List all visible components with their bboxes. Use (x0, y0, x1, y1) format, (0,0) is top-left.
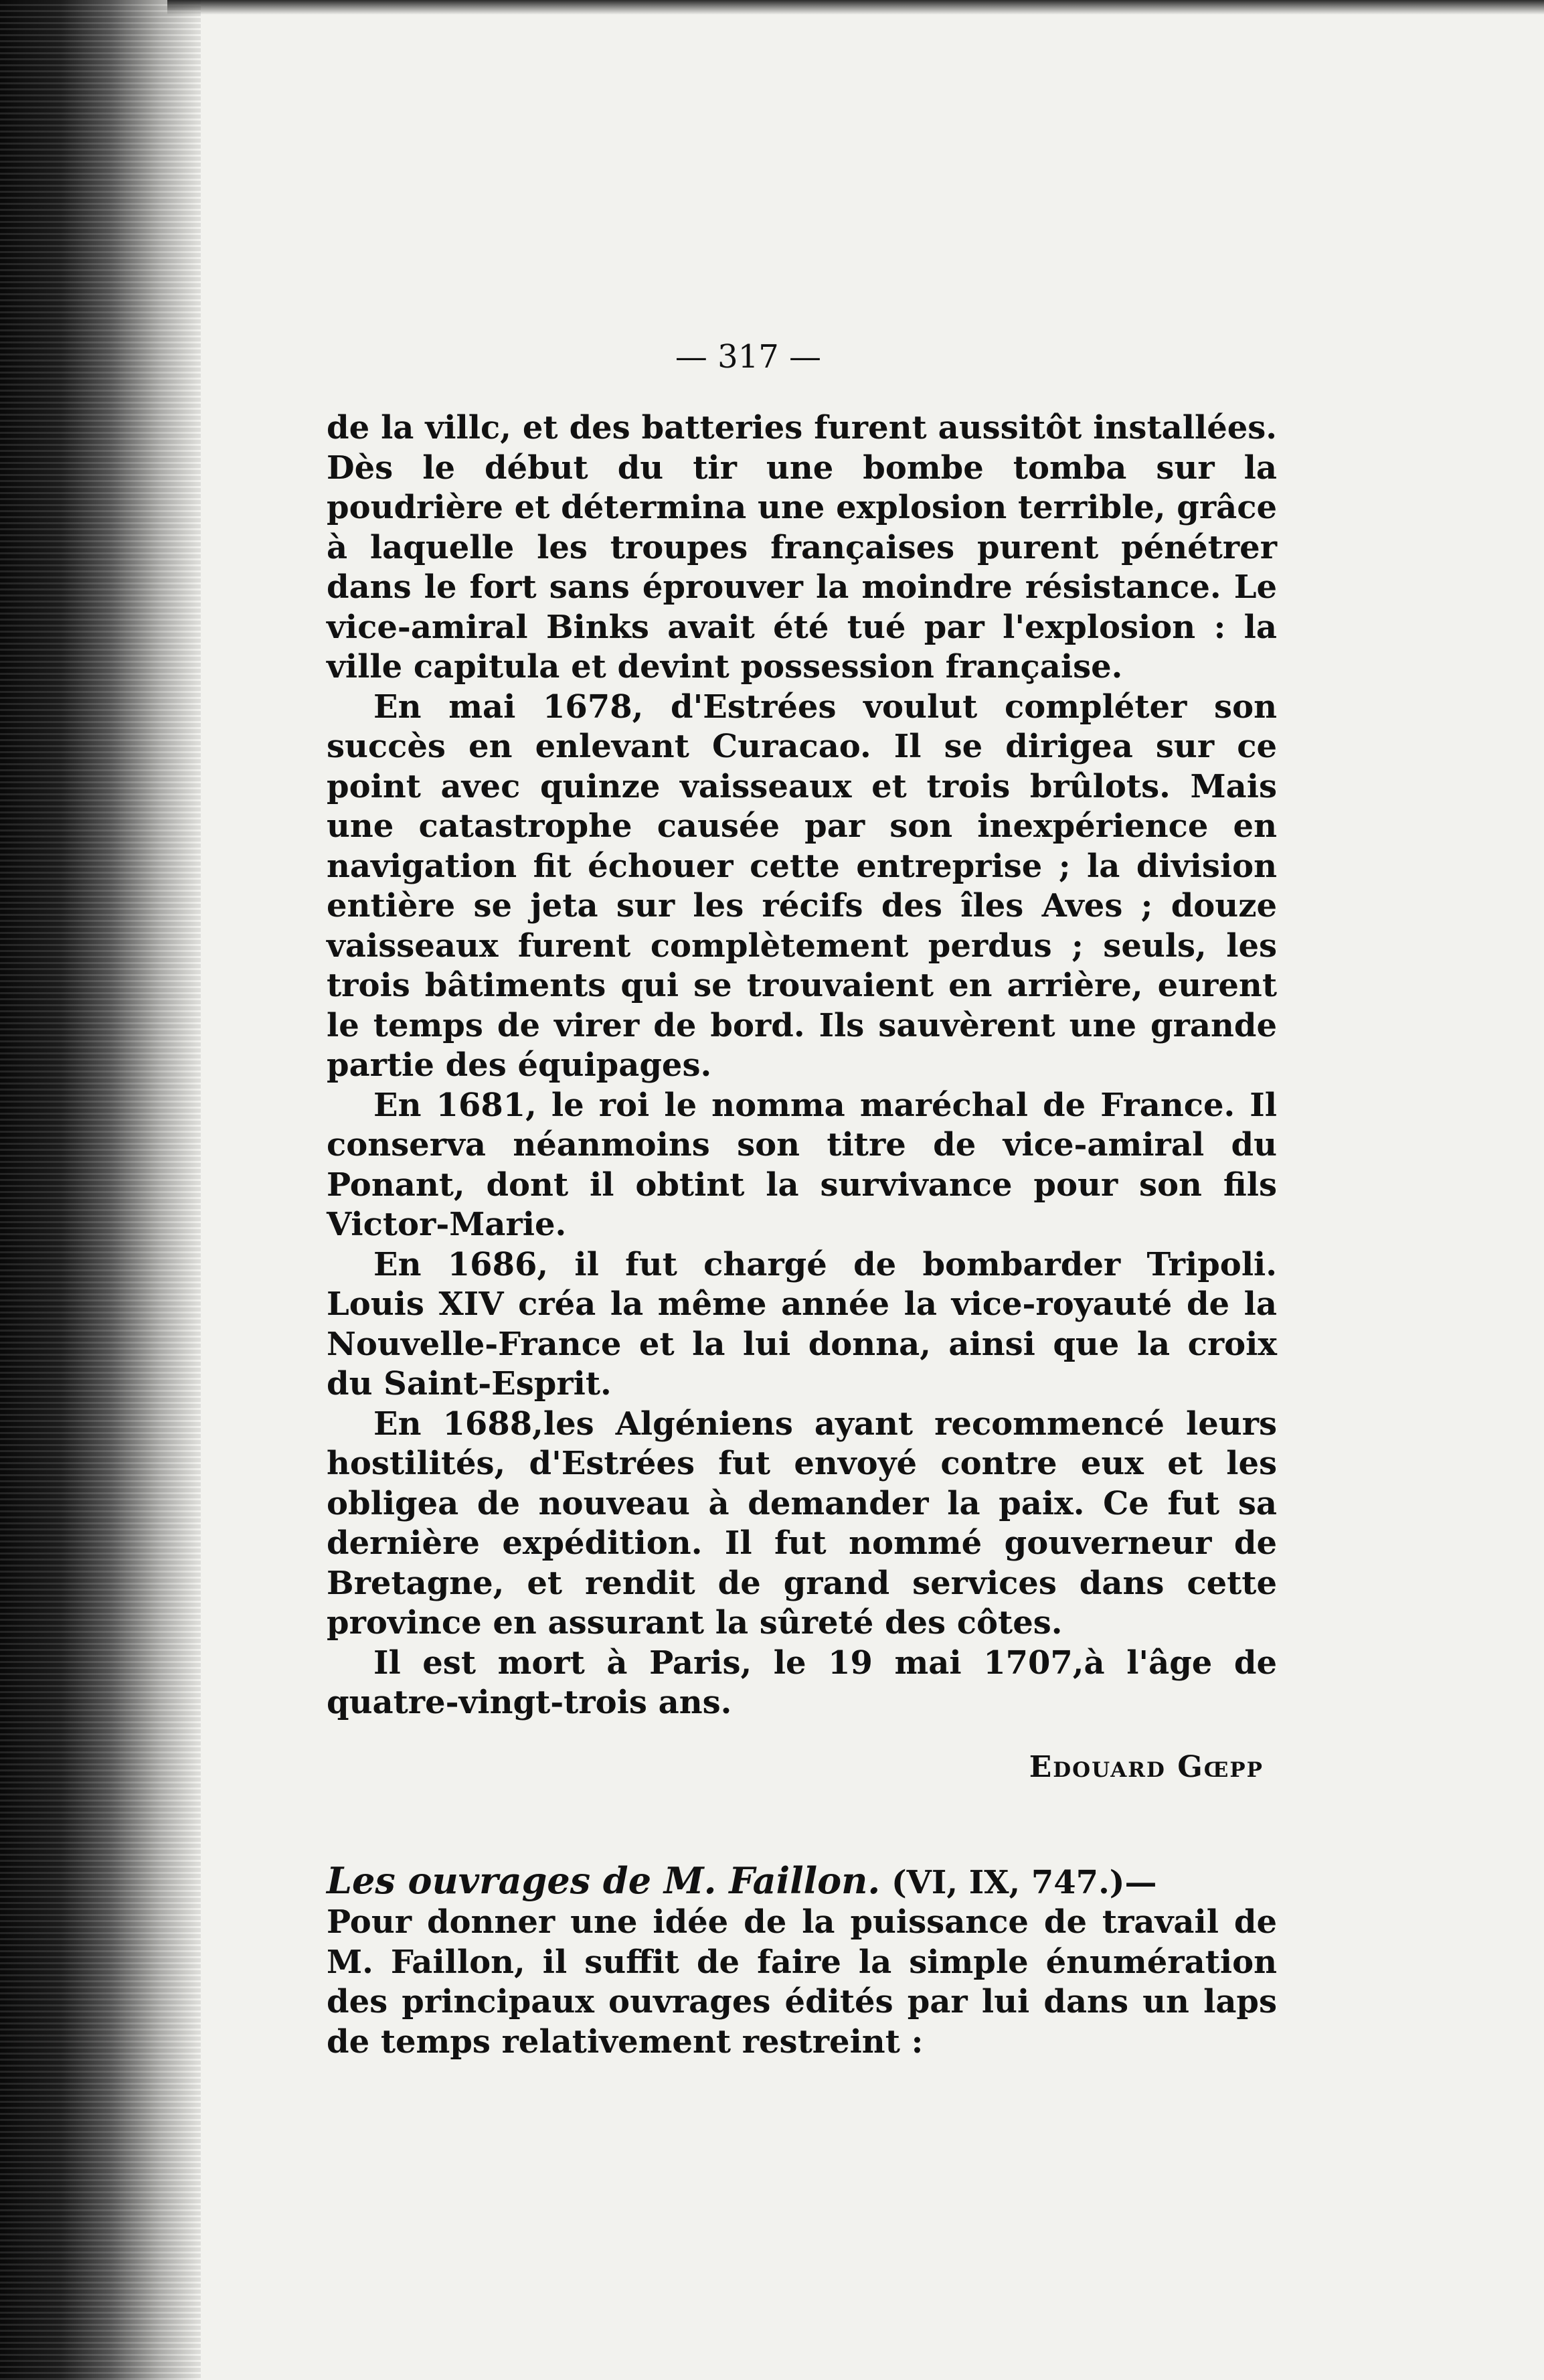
book-page (327, 0, 1277, 2380)
paragraph-6: Il est mort à Paris, le 19 mai 1707,à l'âge de quatre-vingt-trois ans. (327, 1644, 1277, 1721)
paragraph-5: En 1688,les Algéniens ayant recommencé leurs hostilités, d'Estrées fut envoyé contre eux et les obligea de nouveau à demander la paix. Ce fut sa dernière expédition. Il fut nommé gouverneur de Bretagne, et rendit de grand services dans cette province en assurant la sûreté des côtes. (327, 1405, 1277, 1642)
entry-title: Les ouvrages de M. Faillon. (327, 1858, 881, 1902)
paragraph-2: En mai 1678, d'Estrées voulut compléter son succès en enlevant Curacao. Il se dirigea sur ce point avec quinze vaisseaux et trois brûlots. Mais une catastrophe causée par son inexpérience en navigation fit échouer cette entreprise ; la division entière se jeta sur les récifs des îles Aves ; douze vaisseaux furent complètement perdus ; seuls, les trois bâtiments qui se trouvaient en arrière, eurent le temps de virer de bord. Ils sauvèrent une grande partie des équipages. (327, 688, 1277, 1084)
entry-heading (327, 1858, 1277, 1903)
author-signature: Edouard Gœpp (1029, 1749, 1264, 1784)
paragraph-1: de la villc, et des batteries furent aussitôt installées. Dès le début du tir une bombe tomba sur la poudrière et détermina une explosion terrible, grâce à laquelle les troupes françaises purent pénétrer dans le fort sans éprouver la moindre résistance. Le vice-amiral Binks avait été tué par l'explosion : la ville capitula et devint possession française. (327, 409, 1277, 686)
entry-body: Pour donner une idée de la puissance de travail de M. Faillon, il suffit de faire la simple énumération des principaux ouvrages édités par lui dans un laps de temps relativement restreint : (327, 1903, 1277, 2061)
paragraph-4: En 1686, il fut chargé de bombarder Tripoli. Louis XIV créa la même année la vice-royauté de la Nouvelle-France et la lui donna, ainsi que la croix du Saint-Esprit. (327, 1245, 1277, 1403)
entry-reference: (VI, IX, 747.)— (891, 1863, 1157, 1901)
paragraph-3: En 1681, le roi le nomma maréchal de France. Il conserva néanmoins son titre de vice-amiral du Ponant, dont il obtint la survivance pour son fils Victor-Marie. (327, 1086, 1277, 1243)
book-spine-shadow (0, 0, 201, 2380)
page-text (327, 408, 1277, 2062)
page-number: — 317 — (675, 338, 822, 376)
